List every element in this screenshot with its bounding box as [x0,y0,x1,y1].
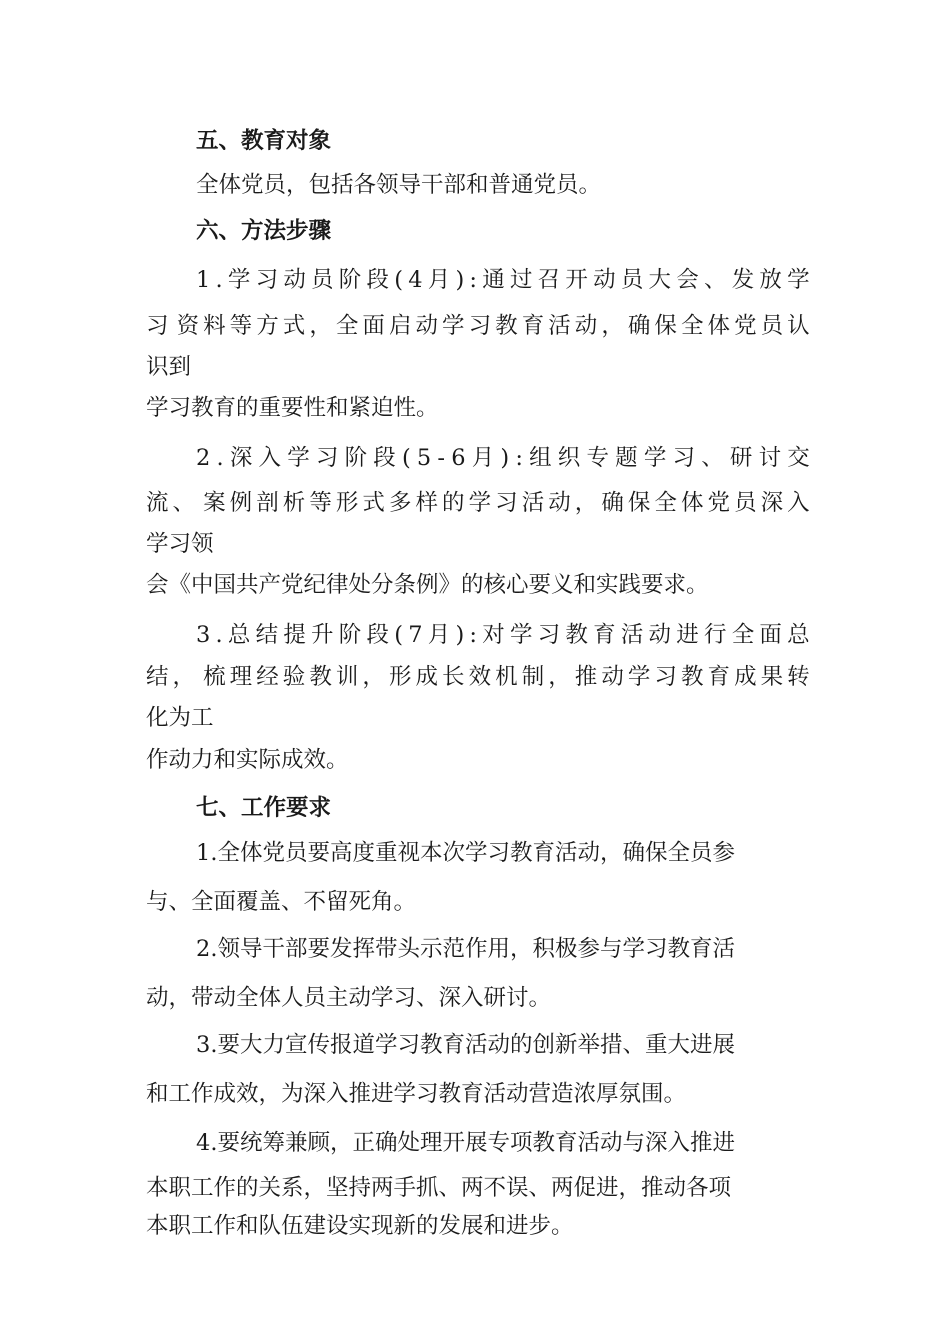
paragraph-line: 本职工作的关系，坚持两手抓、两不误、两促进，推动各项 [146,1175,732,1201]
paragraph-line: 结 ， 梳 理 经 验 教 训 ， 形 成 长 效 机 制 ， 推 动 学 习 教 育 成 果 转 [146,664,810,690]
paragraph-line: 本职工作和队伍建设实现新的发展和进步。 [146,1213,574,1239]
paragraph-line: 作动力和实际成效。 [146,747,349,773]
paragraph-line: 动，带动全体人员主动学习、深入研讨。 [146,985,552,1011]
paragraph-line: 4.要统筹兼顾，正确处理开展专项教育活动与深入推进 [196,1130,735,1156]
paragraph-line: 识到 [146,354,192,380]
paragraph-line: 和工作成效，为深入推进学习教育活动营造浓厚氛围。 [146,1081,687,1107]
paragraph-line: 学习领 [146,531,214,557]
paragraph-line: 会《中国共产党纪律处分条例》的核心要义和实践要求。 [146,572,709,598]
paragraph-line: 3 . 总 结 提 升 阶 段 ( 7 月 ) : 对 学 习 教 育 活 动 进 行 全 面 总 [196,622,810,648]
paragraph-line: 化为工 [146,705,214,731]
paragraph-line: 1 . 学 习 动 员 阶 段 ( 4 月 ) : 通 过 召 开 动 员 大 会 、 发 放 学 [196,267,810,293]
section-heading: 五、教育对象 [196,128,332,154]
paragraph-line: 1.全体党员要高度重视本次学习教育活动，确保全员参 [196,840,735,866]
paragraph-line: 3.要大力宣传报道学习教育活动的创新举措、重大进展 [196,1032,735,1058]
paragraph-line: 习 资 料 等 方 式 ， 全 面 启 动 学 习 教 育 活 动 ， 确 保 全 体 党 员 认 [146,313,810,339]
section-heading: 六、方法步骤 [196,218,332,244]
paragraph-line: 学习教育的重要性和紧迫性。 [146,395,439,421]
section-heading: 七、工作要求 [196,795,332,821]
paragraph-line: 流 、 案 例 剖 析 等 形 式 多 样 的 学 习 活 动 ， 确 保 全 体 党 员 深 入 [146,490,810,516]
paragraph-line: 全体党员，包括各领导干部和普通党员。 [196,172,602,198]
paragraph-line: 与、全面覆盖、不留死角。 [146,889,417,915]
paragraph-line: 2.领导干部要发挥带头示范作用，积极参与学习教育活 [196,936,735,962]
paragraph-line: 2 . 深 入 学 习 阶 段 ( 5 - 6 月 ) : 组 织 专 题 学 习 、 研 讨 交 [196,445,810,471]
